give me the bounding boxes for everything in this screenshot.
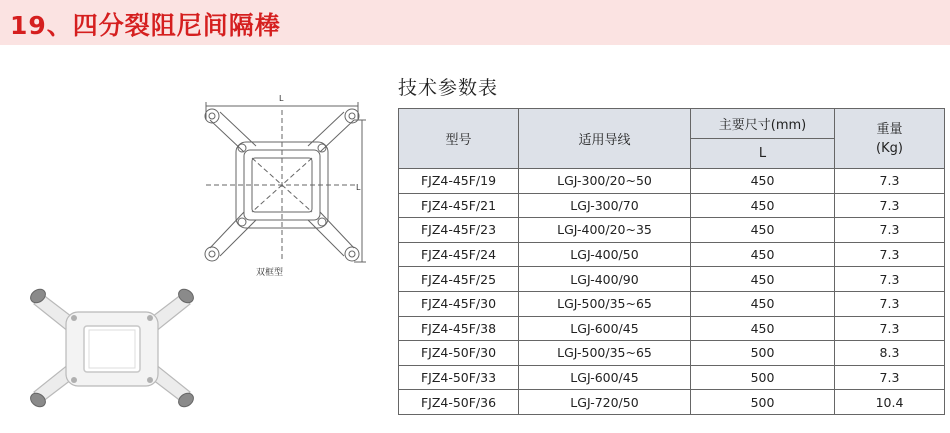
header-conductor: 适用导线 — [519, 109, 691, 169]
table-caption: 技术参数表 — [398, 77, 499, 99]
cell-conductor: LGJ-400/20~35 — [519, 218, 691, 243]
cell-weight: 7.3 — [835, 365, 945, 390]
cell-weight: 7.3 — [835, 169, 945, 194]
cell-conductor: LGJ-300/70 — [519, 193, 691, 218]
drawing-dim-side-label: L — [356, 183, 361, 192]
table-row — [399, 193, 945, 218]
page-title: 19、四分裂阻尼间隔棒 — [10, 11, 281, 40]
table-row — [399, 390, 945, 415]
spec-table — [398, 108, 945, 415]
table-row — [399, 242, 945, 267]
cell-conductor: LGJ-400/90 — [519, 267, 691, 292]
cell-conductor: LGJ-300/20~50 — [519, 169, 691, 194]
cell-l: 450 — [691, 218, 835, 243]
cell-l: 450 — [691, 316, 835, 341]
cell-l: 450 — [691, 193, 835, 218]
spacer-product-photo — [22, 278, 202, 418]
cell-l: 450 — [691, 169, 835, 194]
cell-conductor: LGJ-600/45 — [519, 316, 691, 341]
drawing-dim-top-label: L — [279, 94, 284, 103]
cell-weight: 7.3 — [835, 267, 945, 292]
cell-model: FJZ4-45F/25 — [399, 267, 519, 292]
table-row — [399, 218, 945, 243]
cell-l: 500 — [691, 341, 835, 366]
table-row — [399, 365, 945, 390]
cell-l: 450 — [691, 291, 835, 316]
cell-weight: 7.3 — [835, 242, 945, 267]
cell-l: 450 — [691, 267, 835, 292]
cell-l: 450 — [691, 242, 835, 267]
table-row — [399, 267, 945, 292]
header-l: L — [691, 139, 835, 169]
cell-model: FJZ4-45F/24 — [399, 242, 519, 267]
table-row — [399, 341, 945, 366]
cell-weight: 8.3 — [835, 341, 945, 366]
cell-model: FJZ4-45F/30 — [399, 291, 519, 316]
cell-conductor: LGJ-500/35~65 — [519, 291, 691, 316]
table-row — [399, 316, 945, 341]
cell-l: 500 — [691, 365, 835, 390]
cell-conductor: LGJ-400/50 — [519, 242, 691, 267]
cell-model: FJZ4-50F/30 — [399, 341, 519, 366]
cell-weight: 7.3 — [835, 291, 945, 316]
table-row — [399, 169, 945, 194]
table-row — [399, 291, 945, 316]
header-main-dim: 主要尺寸(mm) — [691, 109, 835, 139]
drawing-caption: 双框型 — [256, 268, 284, 278]
cell-model: FJZ4-45F/23 — [399, 218, 519, 243]
cell-conductor: LGJ-720/50 — [519, 390, 691, 415]
cell-model: FJZ4-45F/19 — [399, 169, 519, 194]
cell-weight: 7.3 — [835, 193, 945, 218]
cell-conductor: LGJ-600/45 — [519, 365, 691, 390]
spec-table-body — [399, 169, 945, 415]
header-weight: 重量 (Kg) — [835, 109, 945, 169]
cell-conductor: LGJ-500/35~65 — [519, 341, 691, 366]
cell-weight: 7.3 — [835, 218, 945, 243]
cell-model: FJZ4-45F/21 — [399, 193, 519, 218]
cell-weight: 10.4 — [835, 390, 945, 415]
cell-model: FJZ4-50F/36 — [399, 390, 519, 415]
cell-model: FJZ4-45F/38 — [399, 316, 519, 341]
cell-model: FJZ4-50F/33 — [399, 365, 519, 390]
cell-weight: 7.3 — [835, 316, 945, 341]
cell-l: 500 — [691, 390, 835, 415]
header-model: 型号 — [399, 109, 519, 169]
spacer-technical-drawing — [186, 90, 376, 280]
